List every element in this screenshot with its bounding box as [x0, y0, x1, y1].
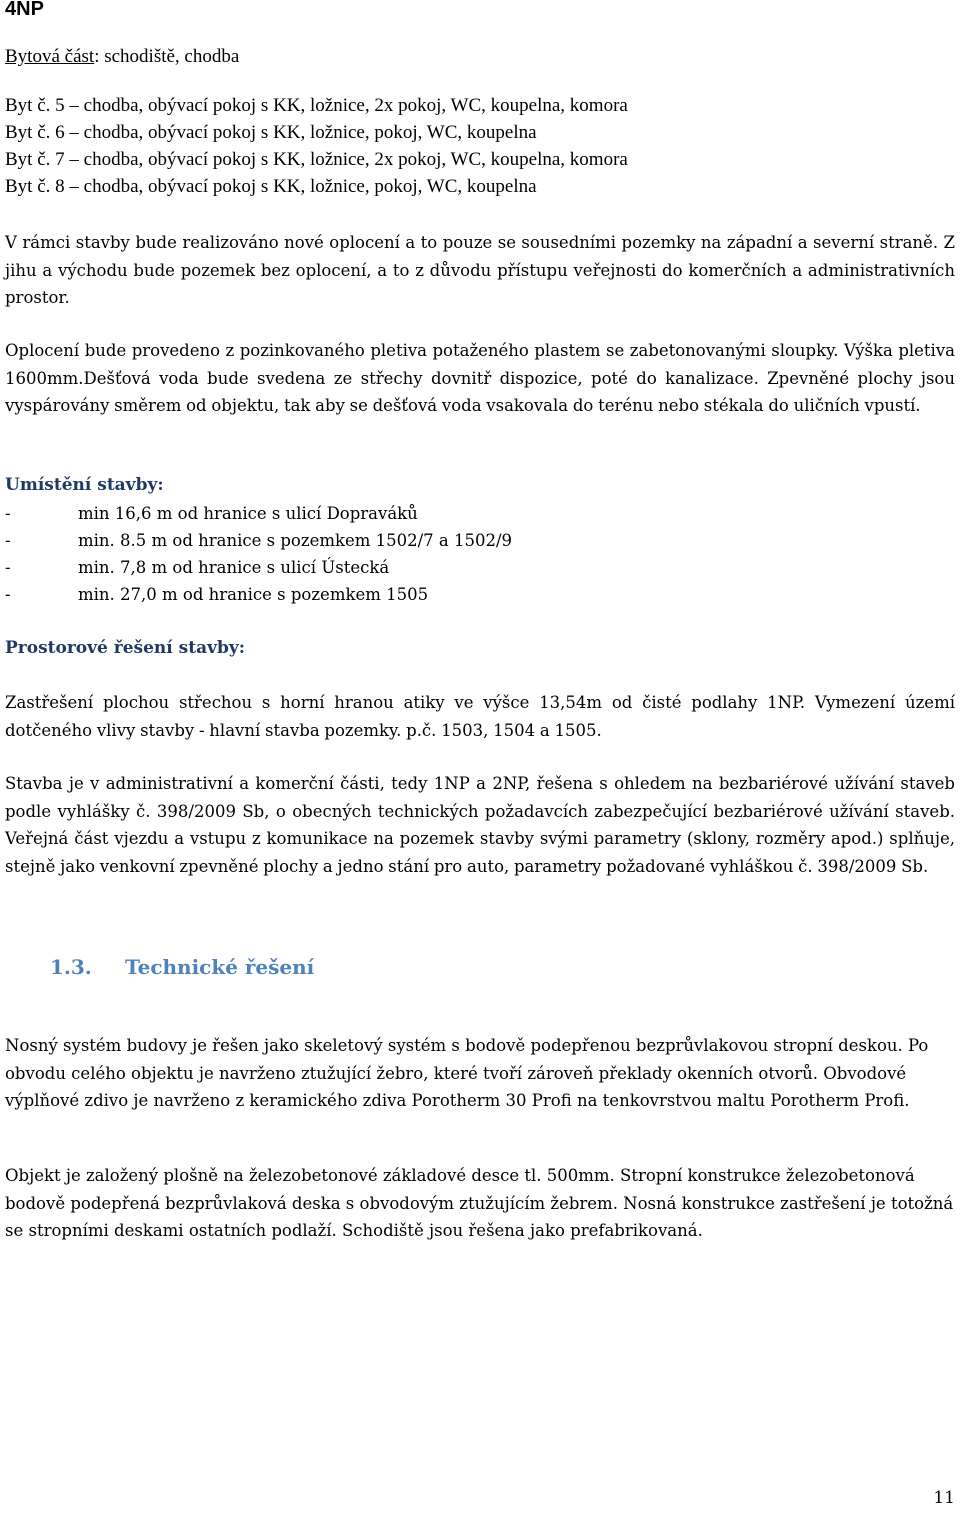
placement-item-text: min. 8.5 m od hranice s pozemkem 1502/7 a 1502/9 — [78, 531, 513, 550]
residential-colon: : — [94, 46, 100, 67]
paragraph-foundation: Objekt je založený plošně na železobetonové základové desce tl. 500mm. Stropní konstrukce železobetonová bodově podepřená bezprůvlaková deska s obvodovým ztužujícím žebrem. Nosná konstrukce zastřešení je totožná se stropními deskami ostatních podlaží. Schodiště jsou řešena jako prefabrikovaná. — [5, 1166, 954, 1240]
residential-line — [5, 44, 239, 70]
residential-rest: schodiště, chodba — [99, 46, 240, 67]
placement-item-text: min. 27,0 m od hranice s pozemkem 1505 — [78, 585, 429, 604]
dash: - — [5, 558, 11, 577]
dash: - — [5, 504, 11, 523]
flat-5: Byt č. 5 – chodba, obývací pokoj s KK, ložnice, 2x pokoj, WC, koupelna, komora — [5, 95, 628, 116]
section-heading — [50, 955, 314, 979]
dash: - — [5, 531, 11, 550]
placement-item — [5, 581, 428, 608]
section-title: Technické řešení — [125, 955, 315, 979]
flat-7: Byt č. 7 – chodba, obývací pokoj s KK, ložnice, 2x pokoj, WC, koupelna, komora — [5, 149, 628, 170]
paragraph-fencing: V rámci stavby bude realizováno nové oplocení a to pouze se sousedními pozemky na západní a severní straně. Z jihu a východu bude pozemek bez oplocení, a to z důvodu přístupu veřejnosti do komerčních a administrativních prostor. — [5, 233, 955, 307]
placement-item-text: min. 7,8 m od hranice s ulicí Ústecká — [78, 558, 390, 577]
floor-label: 4NP — [5, 0, 44, 20]
paragraph-accessibility: Stavba je v administrativní a komerční části, tedy 1NP a 2NP, řešena s ohledem na bezbariérové užívání staveb podle vyhlášky č. 398/2009 Sb, o obecných technických požadavcích zabezpečující bezbariérové užívání staveb. Veřejná část vjezdu a vstupu z komunikace na pozemek stavby svými parametry (sklony, rozměry apod.) splňuje, stejně jako venkovní zpevněné plochy a jedno stání pro auto, parametry požadované vyhláškou č. 398/2009 Sb. — [5, 774, 955, 876]
placement-item-text: min 16,6 m od hranice s ulicí Dopraváků — [78, 504, 418, 523]
dash: - — [5, 585, 11, 604]
paragraph-structure: Nosný systém budovy je řešen jako skeletový systém s bodově podepřenou bezprůvlakovou stropní deskou. Po obvodu celého objektu je navrženo ztužující žebro, které tvoří zároveň překlady okenních otvorů. Obvodové výplňové zdivo je navrženo z keramického zdiva Porotherm 30 Profi na tenkovrstvou maltu Porotherm Profi. — [5, 1036, 929, 1110]
spatial-heading: Prostorové řešení stavby: — [5, 638, 246, 658]
placement-item — [5, 500, 418, 527]
flat-6: Byt č. 6 – chodba, obývací pokoj s KK, ložnice, pokoj, WC, koupelna — [5, 122, 537, 143]
placement-item — [5, 554, 389, 581]
section-number: 1.3. — [50, 955, 92, 979]
flat-8: Byt č. 8 – chodba, obývací pokoj s KK, ložnice, pokoj, WC, koupelna — [5, 176, 537, 197]
placement-heading: Umístění stavby: — [5, 475, 164, 495]
placement-item — [5, 527, 512, 554]
paragraph-fence-material: Oplocení bude provedeno z pozinkovaného pletiva potaženého plastem se zabetonovanými sloupky. Výška pletiva 1600mm.Dešťová voda bude svedena ze střechy dovnitř dispozice, poté do kanalizace. Zpevněné plochy jsou vyspárovány směrem od objektu, tak aby se dešťová voda vsakovala do terénu nebo stékala do uličních vpustí. — [5, 341, 955, 415]
page-number: 11 — [933, 1488, 955, 1508]
residential-label: Bytová část — [5, 46, 95, 67]
paragraph-roof: Zastřešení plochou střechou s horní hranou atiky ve výšce 13,54m od čisté podlahy 1NP. Vymezení území dotčeného vlivy stavby - hlavní stavba pozemky. p.č. 1503, 1504 a 1505. — [5, 693, 955, 740]
